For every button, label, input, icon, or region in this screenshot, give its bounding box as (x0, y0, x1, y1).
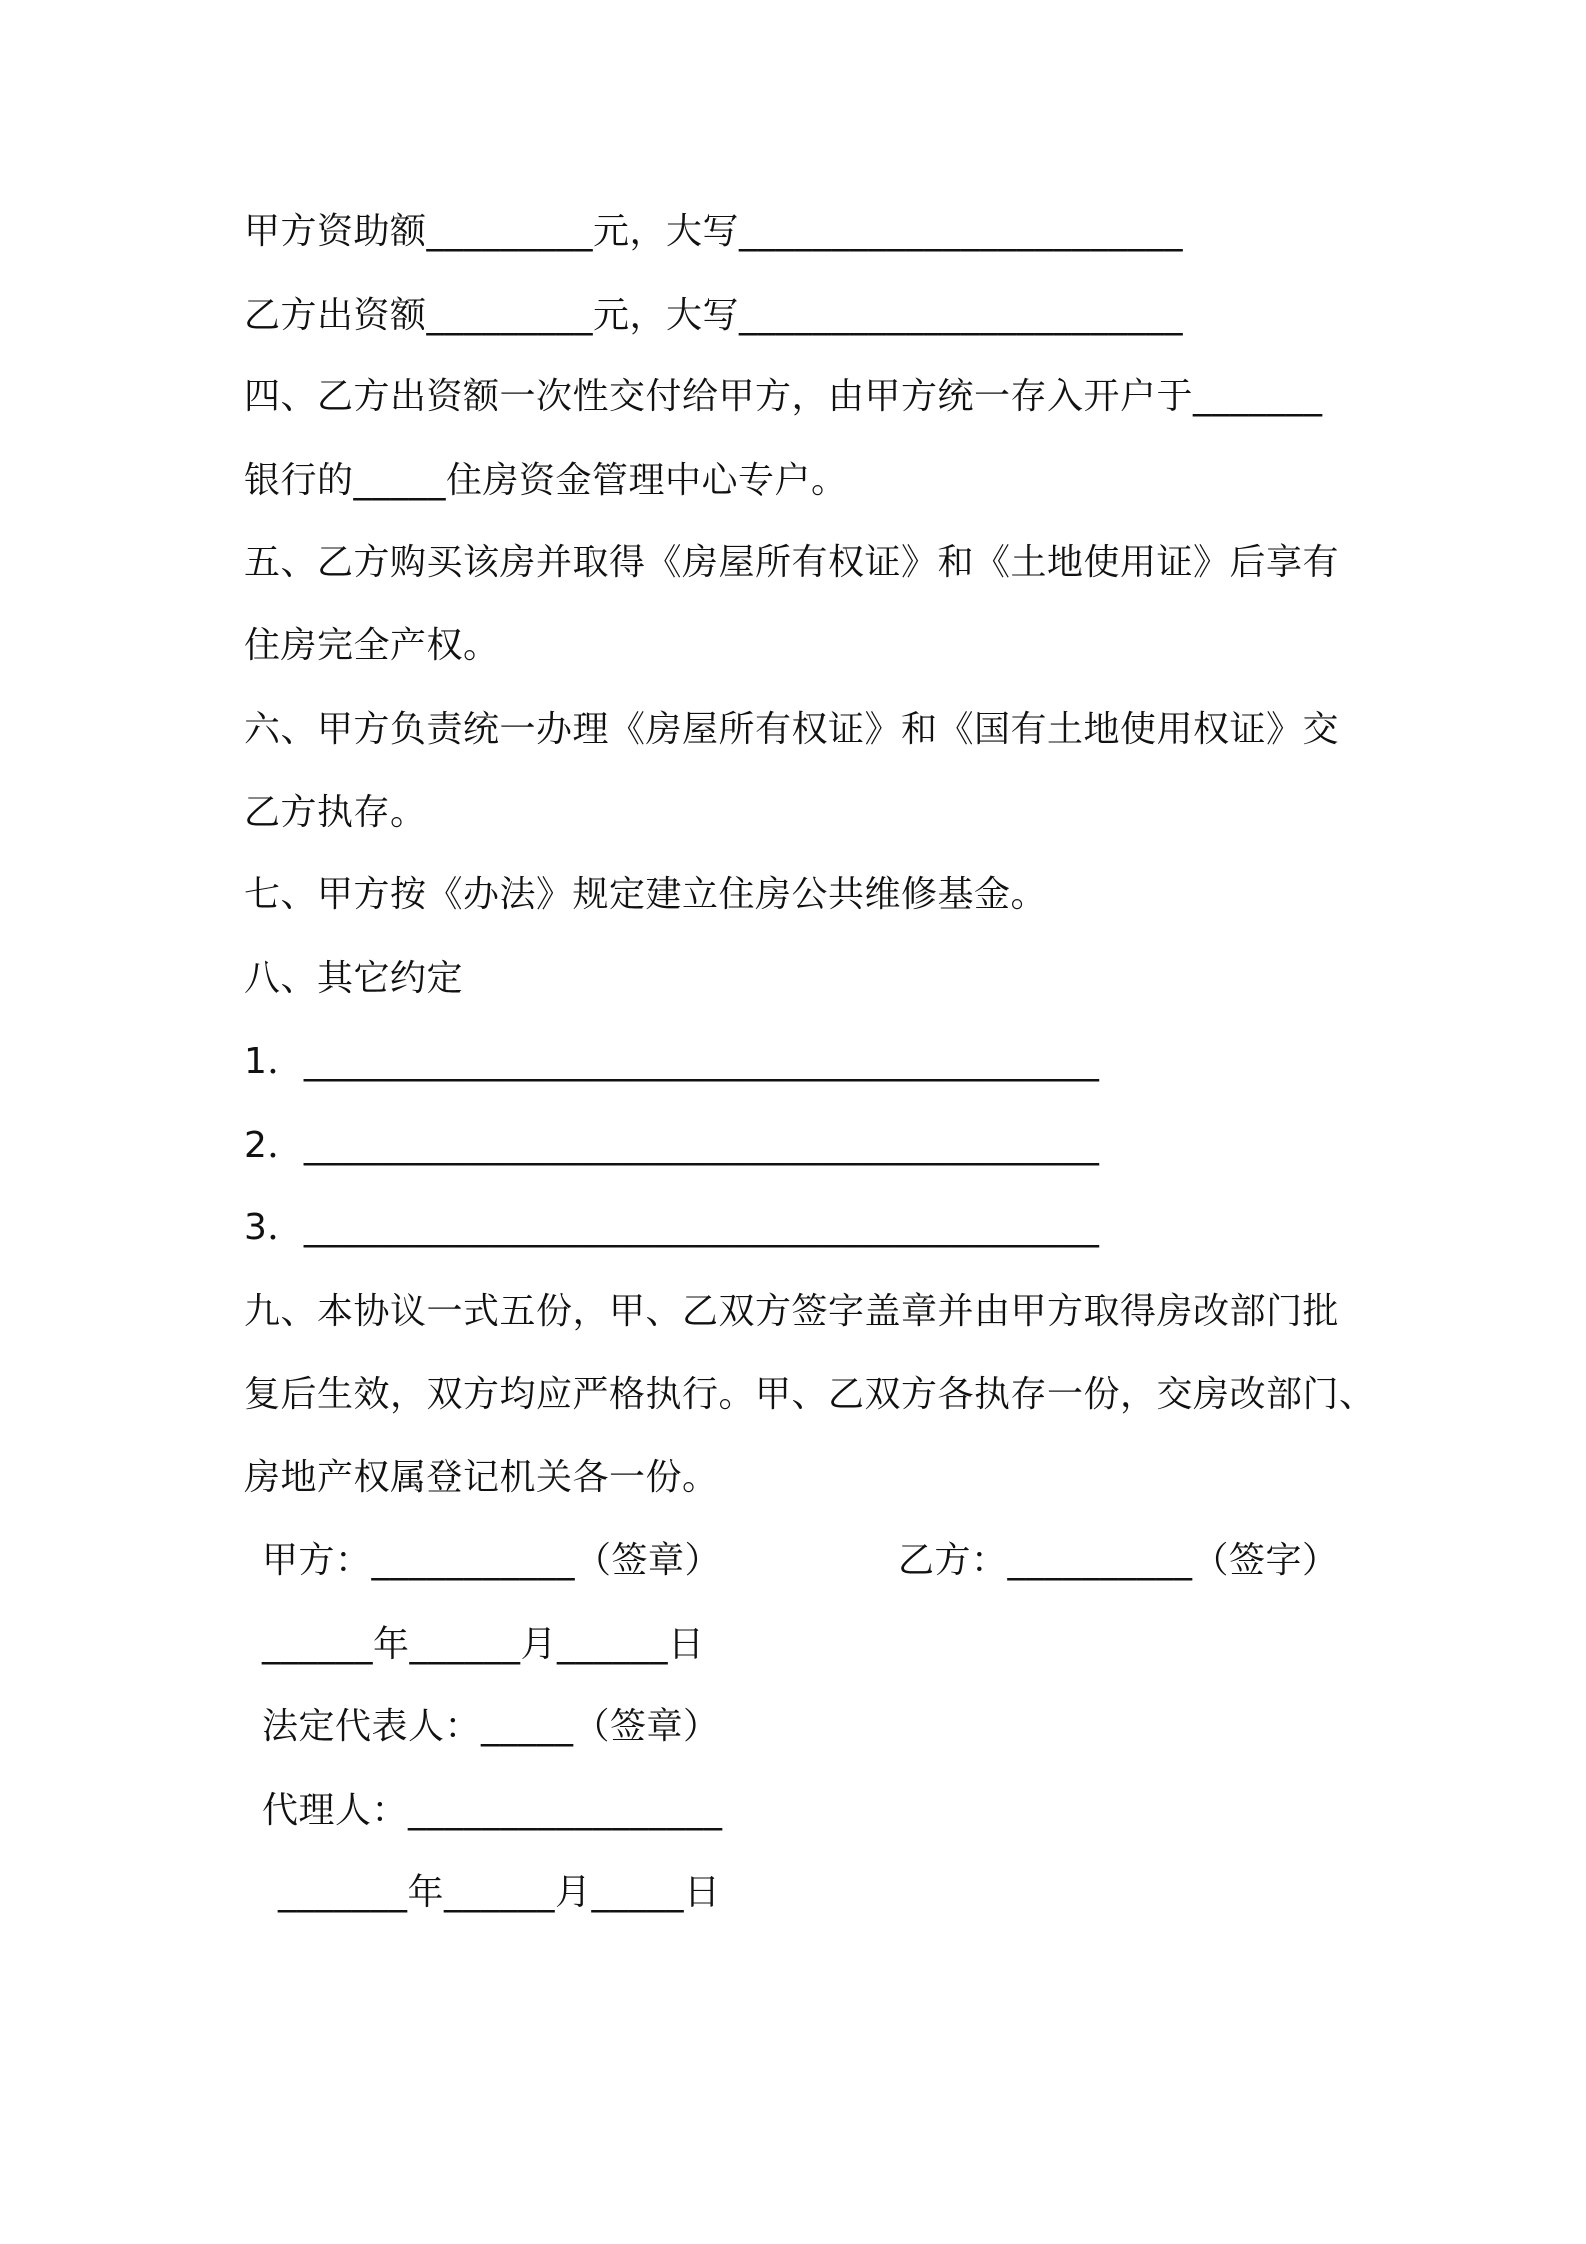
clause-5-line-2: 住房完全产权。 (244, 625, 500, 666)
clause-5-line-1: 五、乙方购买该房并取得《房屋所有权证》和《土地使用证》后享有 (244, 542, 1340, 583)
party-a-date: ______年______月______日 (262, 1624, 705, 1665)
agreement-item-3: 3．___________________________________________ (244, 1207, 1100, 1248)
party-a-signature: 甲方：___________（签章） (262, 1540, 722, 1581)
clause-4-line-1: 四、乙方出资额一次性交付给甲方，由甲方统一存入开户于_______ (244, 376, 1323, 417)
agreement-item-2: 2．___________________________________________ (244, 1125, 1100, 1166)
party-a-funding-line: 甲方资助额_________元，大写________________________ (244, 211, 1184, 252)
clause-7-line: 七、甲方按《办法》规定建立住房公共维修基金。 (244, 874, 1048, 915)
agreement-item-1: 1．___________________________________________ (244, 1041, 1100, 1082)
party-b-funding-line: 乙方出资额_________元，大写________________________ (244, 295, 1184, 336)
party-b-signature: 乙方：__________（签字） (898, 1540, 1339, 1581)
clause-4-line-2: 银行的_____住房资金管理中心专户。 (244, 460, 848, 501)
clause-9-line-3: 房地产权属登记机关各一份。 (244, 1457, 719, 1498)
agent-signature: 代理人：_________________ (262, 1790, 723, 1831)
clause-6-line-2: 乙方执存。 (244, 792, 427, 833)
clause-6-line-1: 六、甲方负责统一办理《房屋所有权证》和《国有土地使用权证》交 (244, 709, 1340, 750)
clause-9-line-1: 九、本协议一式五份，甲、乙双方签字盖章并由甲方取得房改部门批 (244, 1291, 1340, 1332)
legal-representative-signature: 法定代表人：_____（签章） (262, 1706, 720, 1747)
clause-9-line-2: 复后生效，双方均应严格执行。甲、乙双方各执存一份，交房改部门、 (244, 1374, 1376, 1415)
clause-8-heading: 八、其它约定 (244, 958, 464, 999)
party-b-date: _______年______月_____日 (278, 1872, 721, 1913)
